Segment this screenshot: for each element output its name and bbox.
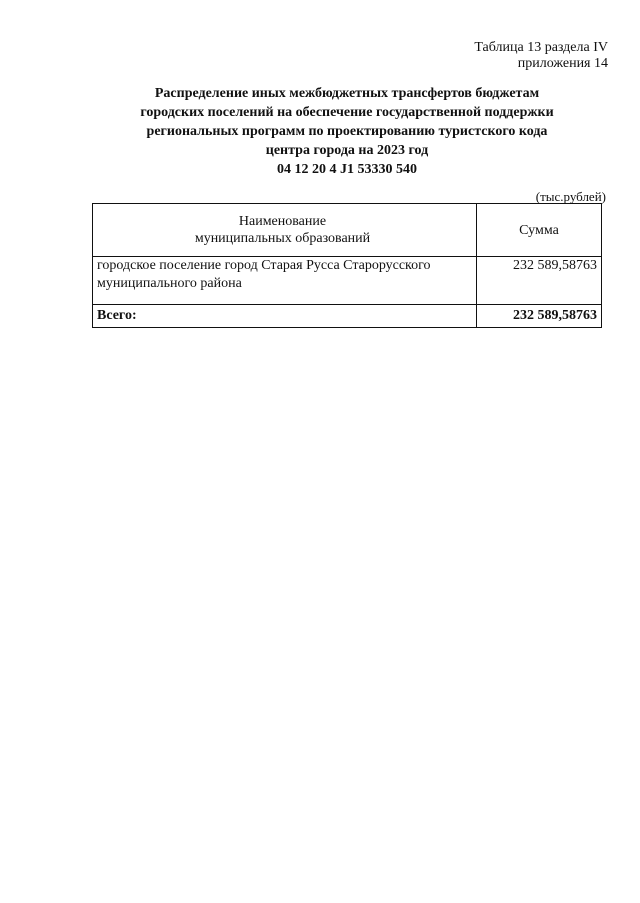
budget-code: 04 12 20 4 J1 53330 540	[277, 162, 417, 177]
table-reference-line1: Таблица 13 раздела IV	[474, 40, 608, 55]
header-name-line2: муниципальных образований	[194, 231, 371, 246]
title-line1: Распределение иных межбюджетных трансфертов бюджетам	[154, 86, 540, 101]
total-row	[93, 305, 602, 328]
row-name-cell: городское поселение город Старая Русса Старорусского муниципального района	[93, 257, 477, 305]
title-line3: региональных программ по проектированию туристского кода	[146, 124, 548, 139]
title-line2: городских поселений на обеспечение государственной поддержки	[140, 105, 554, 120]
table-reference-line2: приложения 14	[517, 56, 608, 71]
table-header-row	[93, 204, 602, 257]
total-label-cell: Всего:	[93, 305, 477, 328]
units-label: (тыс.рублей)	[535, 189, 606, 204]
header-name-line1: Наименование	[238, 214, 327, 229]
title-line4: центра города на 2023 год	[265, 143, 429, 158]
row-sum-cell: 232 589,58763	[477, 257, 602, 305]
header-name-cell	[93, 204, 477, 257]
header-sum-cell: Сумма	[477, 204, 602, 257]
table-row	[93, 257, 602, 305]
distribution-table	[92, 203, 602, 328]
document-title	[92, 84, 602, 160]
total-value-cell: 232 589,58763	[477, 305, 602, 328]
table-reference	[474, 40, 608, 72]
